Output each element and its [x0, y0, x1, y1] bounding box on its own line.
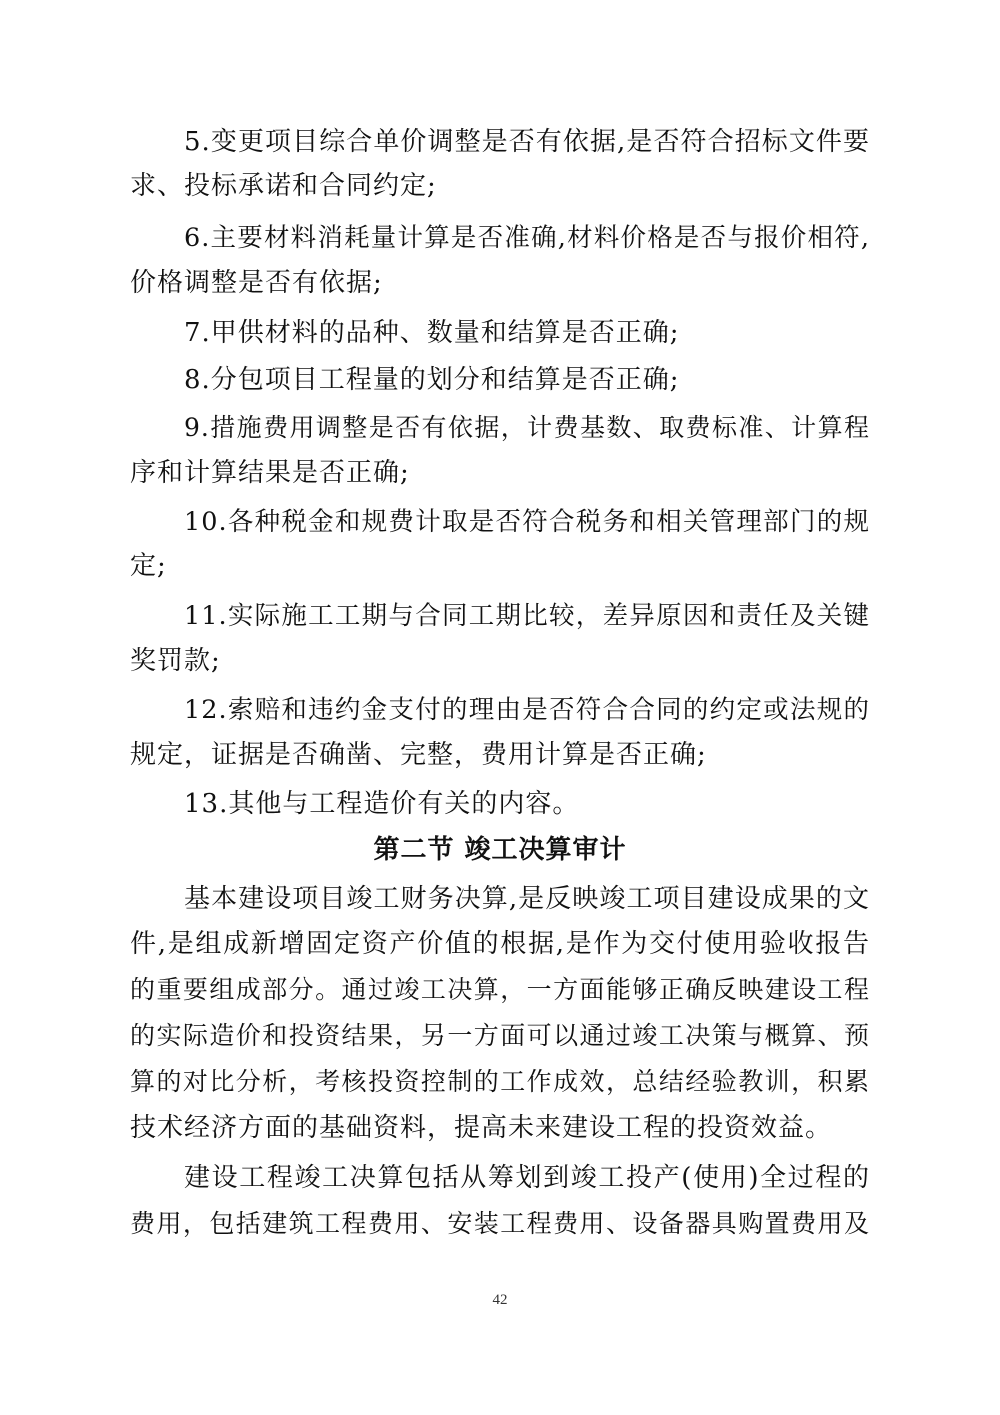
section-heading: 第二节 竣工决算审计 [373, 835, 627, 865]
list-item-6-line-1: 6.主要材料消耗量计算是否准确,材料价格是否与报价相符, [184, 223, 870, 253]
list-item-13: 13.其他与工程造价有关的内容。 [184, 789, 580, 819]
list-item-11-line-1: 11.实际施工工期与合同工期比较，差异原因和责任及关键 [184, 601, 870, 631]
list-item-5-line-1: 5.变更项目综合单价调整是否有依据,是否符合招标文件要 [184, 127, 870, 157]
list-item-6-line-2: 价格调整是否有依据; [130, 268, 383, 298]
paragraph-1-line-4: 的实际造价和投资结果，另一方面可以通过竣工决策与概算、预 [130, 1021, 870, 1050]
paragraph-2-line-2: 费用，包括建筑工程费用、安装工程费用、设备器具购置费用及 [130, 1209, 870, 1238]
paragraph-1-line-1: 基本建设项目竣工财务决算,是反映竣工项目建设成果的文 [184, 884, 870, 914]
list-item-11-line-2: 奖罚款; [130, 646, 221, 676]
paragraph-1-line-6: 技术经济方面的基础资料，提高未来建设工程的投资效益。 [130, 1113, 833, 1143]
list-item-7: 7.甲供材料的品种、数量和结算是否正确; [184, 318, 680, 348]
paragraph-1-line-3: 的重要组成部分。通过竣工决算，一方面能够正确反映建设工程 [130, 975, 870, 1004]
list-item-9-line-2: 序和计算结果是否正确; [130, 458, 410, 488]
paragraph-2-line-1: 建设工程竣工决算包括从筹划到竣工投产(使用)全过程的 [184, 1163, 870, 1193]
list-item-9-line-1: 9.措施费用调整是否有依据，计费基数、取费标准、计算程 [184, 413, 870, 442]
list-item-12-line-2: 规定，证据是否确凿、完整，费用计算是否正确; [130, 740, 707, 770]
list-item-10-line-1: 10.各种税金和规费计取是否符合税务和相关管理部门的规 [184, 507, 870, 537]
list-item-8: 8.分包项目工程量的划分和结算是否正确; [184, 365, 680, 395]
list-item-10-line-2: 定; [130, 551, 167, 581]
paragraph-1-line-5: 算的对比分析，考核投资控制的工作成效，总结经验教训，积累 [130, 1067, 870, 1096]
paragraph-1-line-2: 件,是组成新增固定资产价值的根据,是作为交付使用验收报告 [130, 929, 870, 959]
page-number: 42 [492, 1292, 508, 1308]
list-item-5-line-2: 求、投标承诺和合同约定; [130, 171, 437, 201]
list-item-12-line-1: 12.索赔和违约金支付的理由是否符合合同的约定或法规的 [184, 695, 870, 725]
